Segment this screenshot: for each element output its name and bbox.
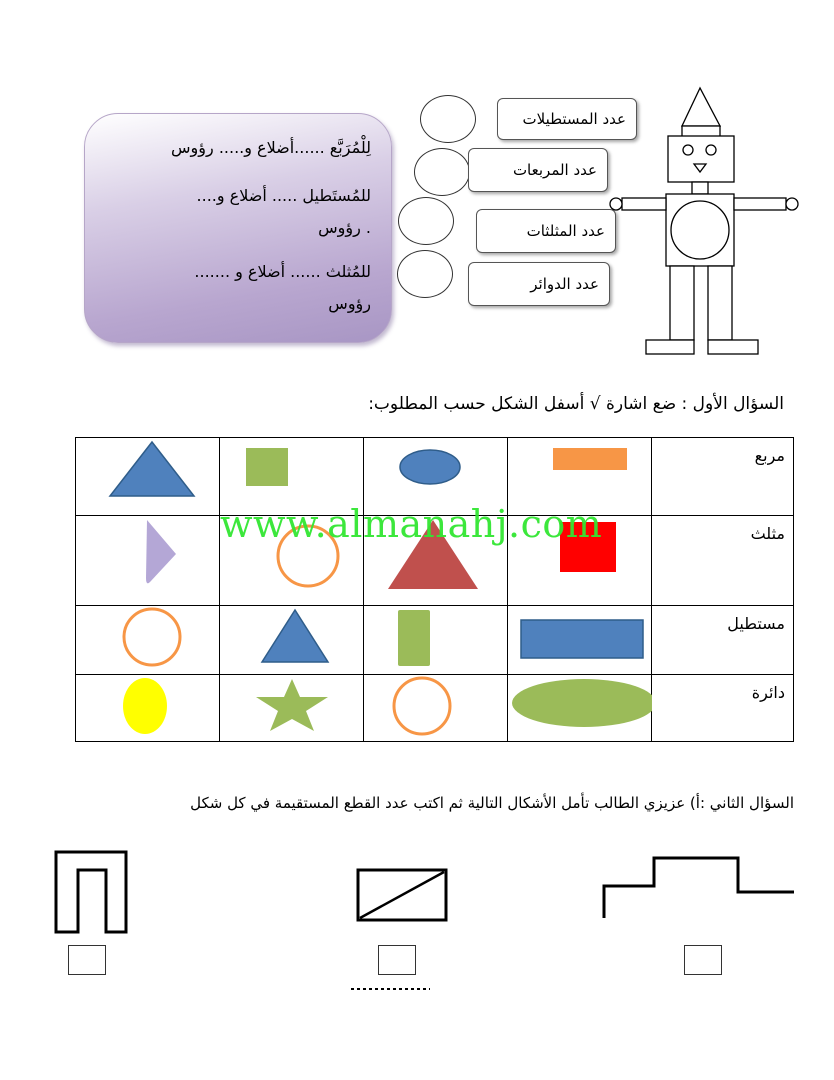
cell[interactable] [508,675,652,742]
squares-count-oval[interactable] [414,148,470,196]
info-square-line: لِلْمُرَبَّع ......أضلاع و..... رؤوس [171,138,371,157]
cell[interactable] [220,606,364,675]
answer-box-2[interactable] [378,945,416,975]
rectangles-count-oval[interactable] [420,95,476,143]
cell[interactable] [76,438,220,516]
half-triangle-shape [76,516,220,601]
cell[interactable] [364,606,508,675]
row-label-circle: دائرة [751,683,785,702]
u-shape-figure [52,848,132,938]
question-2: السؤال الثاني :أ) عزيزي الطالب تأمل الأشكال التالية ثم اكتب عدد القطع المستقيمة في كل شكل [190,794,794,812]
robot-figure [608,84,800,358]
answer-box-1[interactable] [68,945,106,975]
table-row-rectangle [76,606,794,675]
row-label-square: مربع [754,446,785,465]
cell[interactable] [364,675,508,742]
triangles-count-label: عدد المثلثات [476,209,616,253]
ellipse-shape [364,438,508,511]
row-label-cell [652,438,794,516]
triangle-shape [220,606,364,670]
cell[interactable] [76,675,220,742]
row-label-cell [652,606,794,675]
rectangles-count-label: عدد المستطيلات [497,98,637,140]
rectangle-diagonal-figure [354,866,450,924]
circle-outline-shape [76,606,220,670]
info-rectangle-line-cont: . رؤوس [318,218,371,237]
star-shape [220,675,364,737]
answer-box-3[interactable] [684,945,722,975]
rectangle-shape [508,438,652,511]
cell[interactable] [508,606,652,675]
info-box [84,113,392,343]
dotted-line [350,986,432,992]
info-triangle-line-cont: رؤوس [328,294,371,313]
shape-table [75,437,794,742]
triangles-count-oval[interactable] [398,197,454,245]
cell[interactable] [76,516,220,606]
circles-count-oval[interactable] [397,250,453,298]
wide-rectangle-shape [508,606,652,670]
triangle-shape [76,438,220,511]
cell[interactable] [76,606,220,675]
table-row-circle [76,675,794,742]
info-rectangle-line: للمُستَطيل ..... أضلاع و.... [196,186,371,205]
row-label-rectangle: مستطيل [727,614,785,633]
tall-rectangle-shape [364,606,508,670]
cell[interactable] [220,675,364,742]
question-1: السؤال الأول : ضع اشارة √ أسفل الشكل حسب المطلوب: [368,394,784,414]
circle-outline-shape [364,675,508,737]
squares-count-label: عدد المربعات [468,148,608,192]
row-label-cell [652,675,794,742]
watermark: www.almanahj.com [220,502,603,546]
row-label-cell [652,516,794,606]
step-line-figure [598,852,798,922]
info-triangle-line: للمُثلث ...... أضلاع و ....... [194,262,371,281]
ellipse-shape [508,675,652,737]
square-shape [220,438,364,511]
yellow-circle-shape [76,675,220,737]
row-label-triangle: مثلث [750,524,785,543]
circles-count-label: عدد الدوائر [468,262,610,306]
